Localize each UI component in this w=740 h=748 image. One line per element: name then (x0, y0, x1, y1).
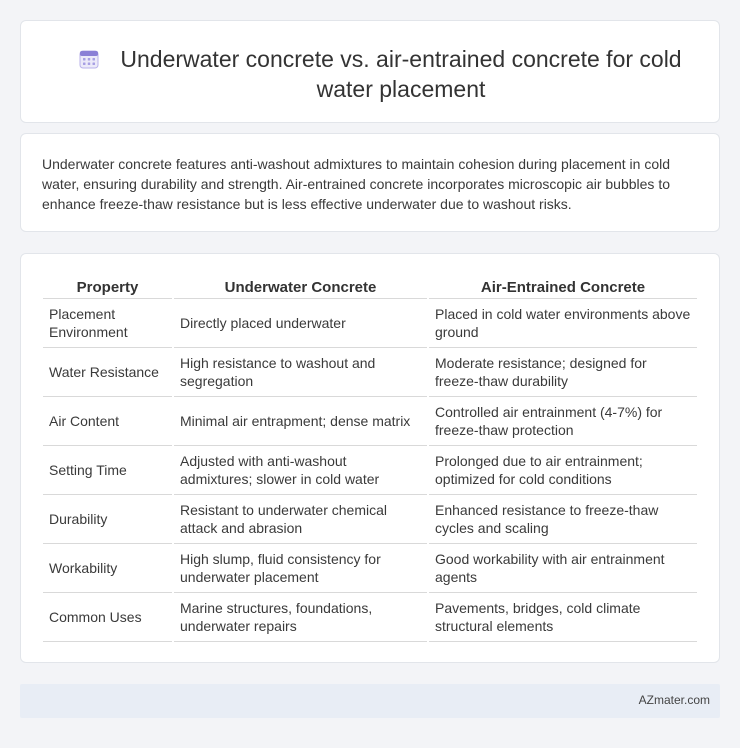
air-entrained-cell: Pavements, bridges, cold climate structural elements (429, 593, 697, 642)
table-row (43, 495, 697, 544)
footer-bar (20, 684, 720, 718)
property-cell: Workability (43, 544, 172, 593)
property-cell: Common Uses (43, 593, 172, 642)
air-entrained-cell: Moderate resistance; designed for freeze-thaw durability (429, 348, 697, 397)
column-header-underwater: Underwater Concrete (174, 275, 427, 299)
intro-card (20, 133, 720, 232)
property-cell: Setting Time (43, 446, 172, 495)
page-title: Underwater concrete vs. air-entrained concrete for cold water placement (120, 46, 682, 102)
air-entrained-cell: Good workability with air entrainment agents (429, 544, 697, 593)
table-row (43, 397, 697, 446)
comparison-table (41, 275, 699, 642)
air-entrained-cell: Controlled air entrainment (4-7%) for freeze-thaw protection (429, 397, 697, 446)
underwater-cell: Adjusted with anti-washout admixtures; slower in cold water (174, 446, 427, 495)
property-cell: Air Content (43, 397, 172, 446)
table-row (43, 299, 697, 348)
table-row (43, 593, 697, 642)
intro-text: Underwater concrete features anti-washout admixtures to maintain cohesion during placement in cold water, ensuring durability and strength. Air-entrained concrete incorporates microscopic air bubbles to enhance freeze-thaw resistance but is less effective underwater due to washout risks. (42, 156, 671, 212)
comparison-table-card (20, 253, 720, 663)
property-cell: Water Resistance (43, 348, 172, 397)
column-header-property: Property (43, 275, 172, 299)
title-card (20, 20, 720, 123)
underwater-cell: High slump, fluid consistency for underwater placement (174, 544, 427, 593)
underwater-cell: High resistance to washout and segregation (174, 348, 427, 397)
table-header-row (43, 275, 697, 299)
air-entrained-cell: Placed in cold water environments above ground (429, 299, 697, 348)
calendar-icon (78, 48, 100, 70)
underwater-cell: Directly placed underwater (174, 299, 427, 348)
footer-brand: AZmater.com (638, 693, 710, 707)
air-entrained-cell: Enhanced resistance to freeze-thaw cycles and scaling (429, 495, 697, 544)
property-cell: Durability (43, 495, 172, 544)
property-cell: Placement Environment (43, 299, 172, 348)
table-row (43, 544, 697, 593)
underwater-cell: Minimal air entrapment; dense matrix (174, 397, 427, 446)
underwater-cell: Marine structures, foundations, underwater repairs (174, 593, 427, 642)
underwater-cell: Resistant to underwater chemical attack and abrasion (174, 495, 427, 544)
table-row (43, 348, 697, 397)
column-header-air-entrained: Air-Entrained Concrete (429, 275, 697, 299)
table-row (43, 446, 697, 495)
air-entrained-cell: Prolonged due to air entrainment; optimized for cold conditions (429, 446, 697, 495)
